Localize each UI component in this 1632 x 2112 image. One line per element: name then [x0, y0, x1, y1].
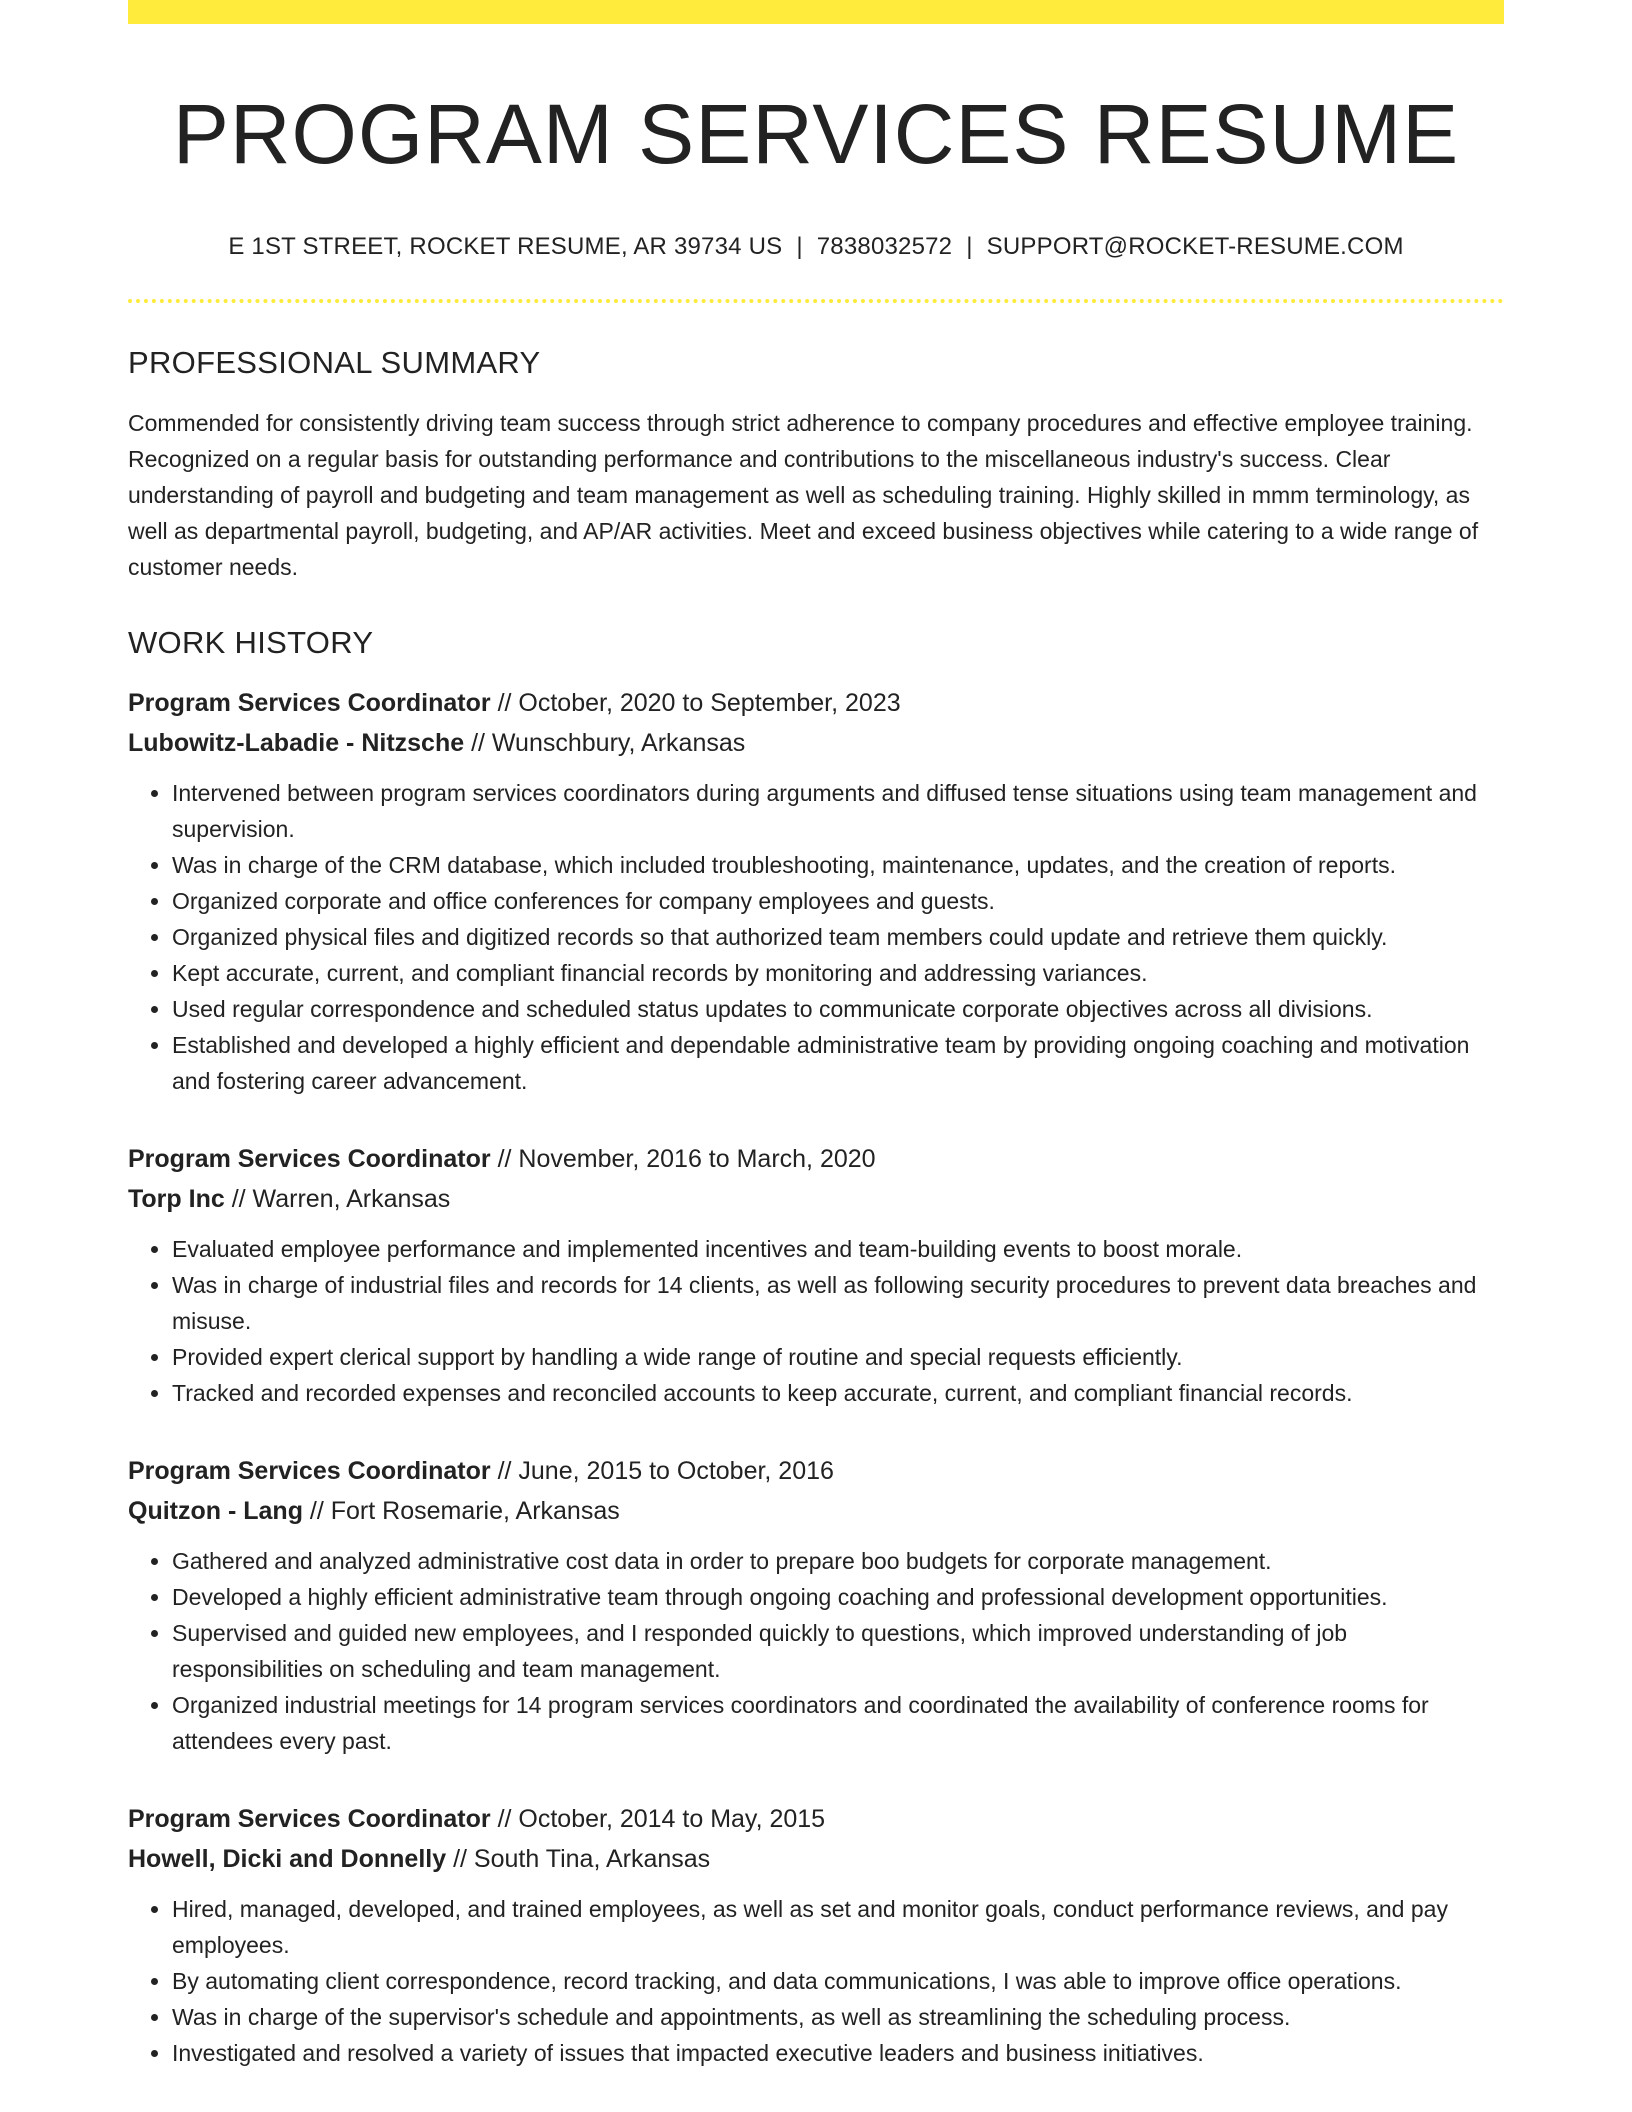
- job-bullet: • Organized physical files and digitized records so that authorized team members could update and retrieve them quickly.: [172, 919, 1504, 955]
- job-bullet: • Tracked and recorded expenses and reconciled accounts to keep accurate, current, and compliant financial records.: [172, 1375, 1504, 1411]
- job-bullet: • Organized industrial meetings for 14 program services coordinators and coordinated the availability of conference rooms for attendees every past.: [172, 1687, 1504, 1759]
- job-bullet: • Provided expert clerical support by handling a wide range of routine and special requests efficiently.: [172, 1339, 1504, 1375]
- job-bullet: • Hired, managed, developed, and trained employees, as well as set and monitor goals, conduct performance reviews, and pay employees.: [172, 1891, 1504, 1963]
- resume-title: PROGRAM SERVICES RESUME: [172, 87, 1460, 181]
- job-bullets: [128, 1543, 1504, 1759]
- job-company-line: [128, 1839, 1504, 1879]
- job-dates: // November, 2016 to March, 2020: [490, 1144, 876, 1173]
- job-role: Program Services Coordinator: [128, 1804, 491, 1833]
- contact-address: E 1ST STREET, ROCKET RESUME, AR 39734 US: [228, 232, 783, 260]
- job-role-line: [128, 1451, 1504, 1491]
- job-bullets: [128, 1891, 1504, 2071]
- job-dates: // October, 2020 to September, 2023: [490, 688, 901, 717]
- job-bullet: • Was in charge of the supervisor's schedule and appointments, as well as streamlining the scheduling process.: [172, 1999, 1504, 2035]
- job-bullet: • Intervened between program services coordinators during arguments and diffused tense situations using team management and supervision.: [172, 775, 1504, 847]
- summary-text: Commended for consistently driving team success through strict adherence to company procedures and effective employee training. Recognized on a regular basis for outstanding performance and contributions to the miscellaneous industry's success. Clear understanding of payroll and budgeting and team management as well as scheduling training. Highly skilled in mmm terminology, as well as departmental payroll, budgeting, and AP/AR activities. Meet and exceed business objectives while catering to a wide range of customer needs.: [128, 409, 1479, 580]
- job-company-line: [128, 723, 1504, 763]
- job-role: Program Services Coordinator: [128, 688, 491, 717]
- job-role: Program Services Coordinator: [128, 1456, 491, 1485]
- job-bullet: • Established and developed a highly efficient and dependable administrative team by providing ongoing coaching and motivation and fostering career advancement.: [172, 1027, 1504, 1099]
- contact-email: SUPPORT@ROCKET-RESUME.COM: [986, 232, 1404, 260]
- job-bullet: • Developed a highly efficient administrative team through ongoing coaching and professional development opportunities.: [172, 1579, 1504, 1615]
- job-bullet: • Was in charge of the CRM database, which included troubleshooting, maintenance, updates, and the creation of reports.: [172, 847, 1504, 883]
- job-bullets: [128, 775, 1504, 1099]
- job-bullet: • Supervised and guided new employees, and I responded quickly to questions, which improved understanding of job responsibilities on scheduling and team management.: [172, 1615, 1504, 1687]
- job-bullet: • Investigated and resolved a variety of issues that impacted executive leaders and business initiatives.: [172, 2035, 1504, 2071]
- job-role-line: [128, 1139, 1504, 1179]
- summary-title: PROFESSIONAL SUMMARY: [128, 344, 541, 380]
- job-role-line: [128, 1799, 1504, 1839]
- job-entry: [128, 1799, 1504, 2071]
- resume-page: [128, 0, 1504, 2071]
- job-company: Torp Inc: [128, 1184, 225, 1213]
- job-bullet: • Organized corporate and office conferences for company employees and guests.: [172, 883, 1504, 919]
- job-bullet: • Gathered and analyzed administrative cost data in order to prepare boo budgets for corporate management.: [172, 1543, 1504, 1579]
- job-bullet: • Was in charge of industrial files and records for 14 clients, as well as following security procedures to prevent data breaches and misuse.: [172, 1267, 1504, 1339]
- job-dates: // June, 2015 to October, 2016: [490, 1456, 834, 1485]
- job-entry: [128, 1451, 1504, 1759]
- job-company: Howell, Dicki and Donnelly: [128, 1844, 447, 1873]
- job-bullet: • Evaluated employee performance and implemented incentives and team-building events to boost morale.: [172, 1231, 1504, 1267]
- dotted-divider: [128, 299, 1504, 303]
- job-location: // Fort Rosemarie, Arkansas: [302, 1496, 620, 1525]
- job-dates: // October, 2014 to May, 2015: [490, 1804, 826, 1833]
- job-location: // Wunschbury, Arkansas: [464, 728, 746, 757]
- job-company-line: [128, 1491, 1504, 1531]
- contact-separator: |: [796, 232, 803, 260]
- job-bullet: • Kept accurate, current, and compliant financial records by monitoring and addressing variances.: [172, 955, 1504, 991]
- job-company-line: [128, 1179, 1504, 1219]
- contact-phone: 7838032572: [816, 232, 953, 260]
- contact-separator: |: [966, 232, 973, 260]
- job-location: // South Tina, Arkansas: [446, 1844, 711, 1873]
- job-bullets: [128, 1231, 1504, 1411]
- job-company: Quitzon - Lang: [128, 1496, 303, 1525]
- job-entry: [128, 1139, 1504, 1411]
- job-role: Program Services Coordinator: [128, 1144, 491, 1173]
- job-location: // Warren, Arkansas: [224, 1184, 451, 1213]
- top-accent-bar: [128, 0, 1504, 24]
- job-bullet: • By automating client correspondence, record tracking, and data communications, I was able to improve office operations.: [172, 1963, 1504, 1999]
- contact-line: [128, 233, 1504, 261]
- job-role-line: [128, 683, 1504, 723]
- job-entry: [128, 683, 1504, 1099]
- work-history-title: WORK HISTORY: [128, 624, 374, 660]
- job-company: Lubowitz-Labadie - Nitzsche: [128, 728, 465, 757]
- job-bullet: • Used regular correspondence and scheduled status updates to communicate corporate objectives across all divisions.: [172, 991, 1504, 1027]
